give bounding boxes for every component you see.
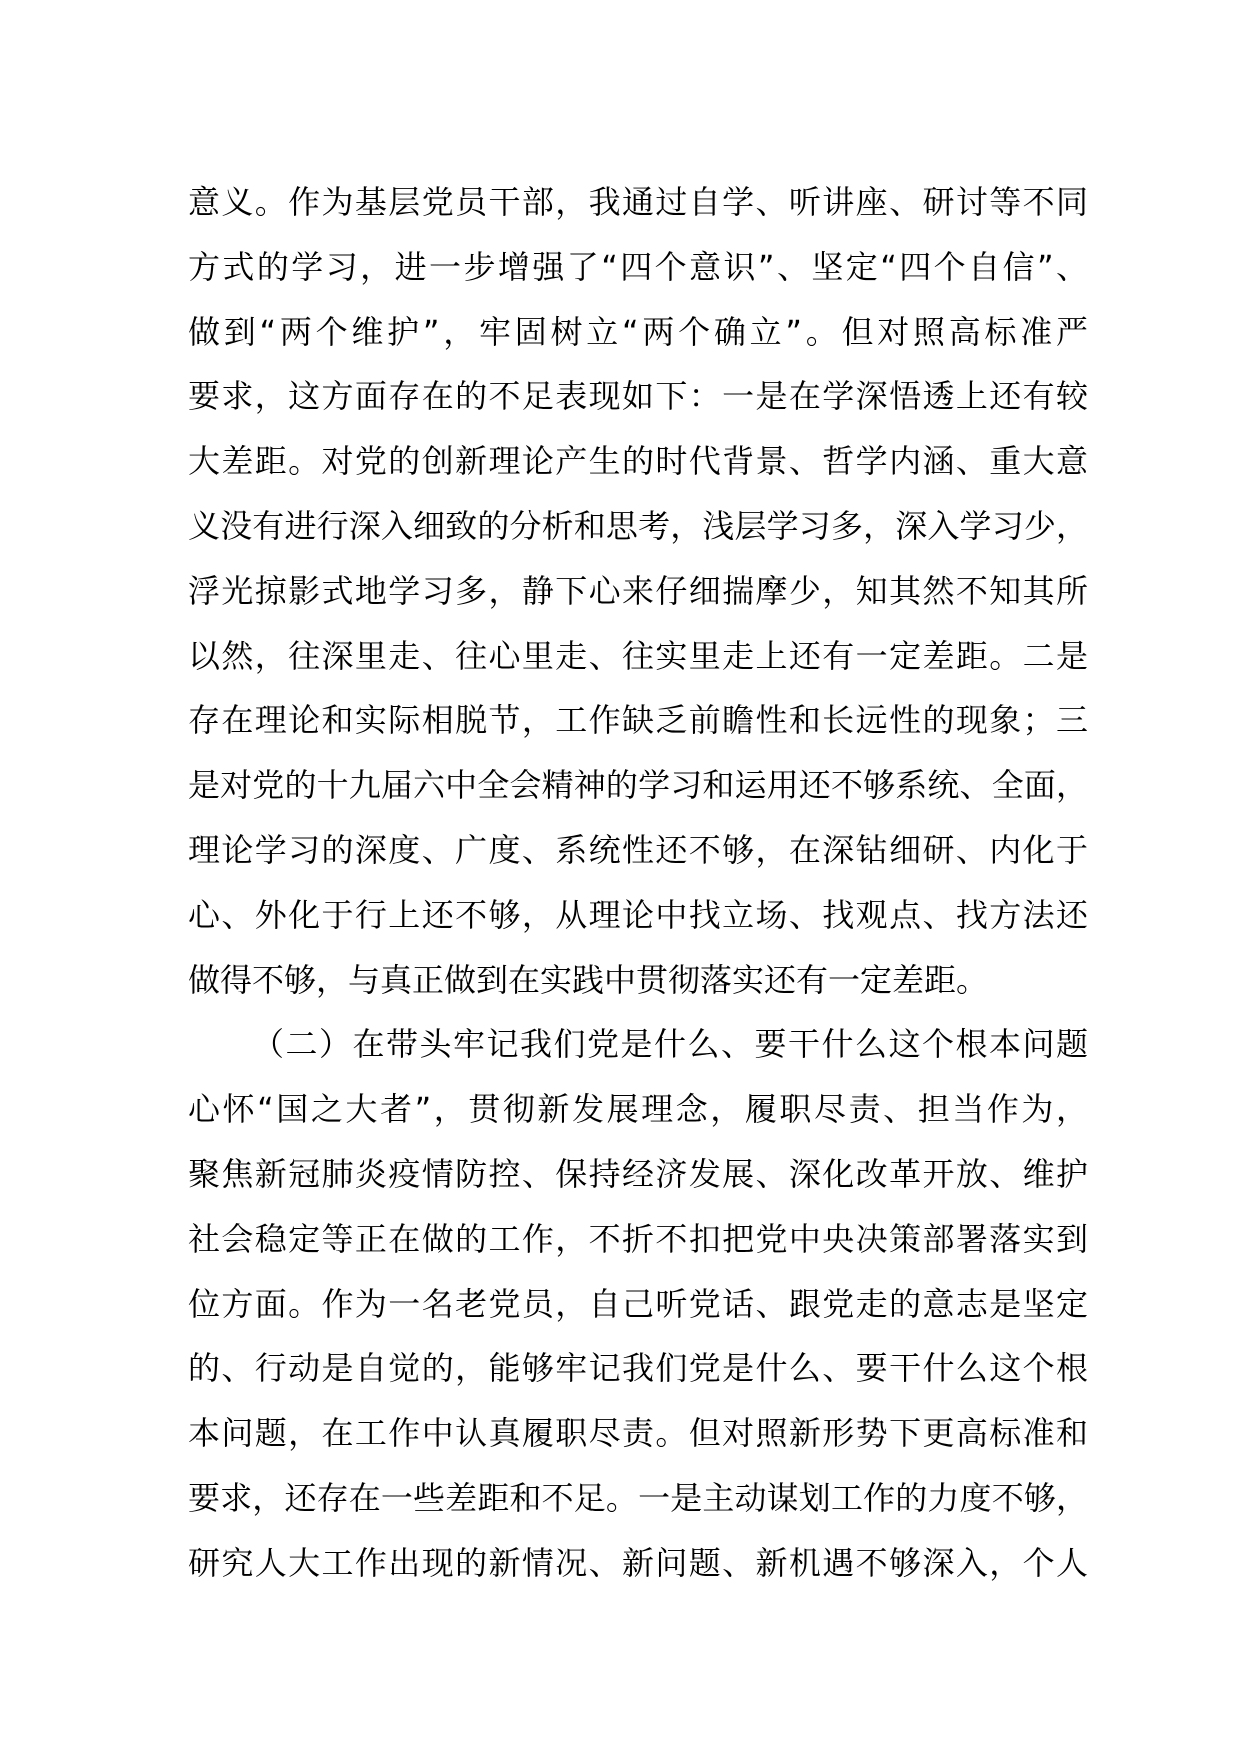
text-line: 位方面。作为一名老党员，自己听党话、跟党走的意志是坚定 bbox=[188, 1284, 1088, 1323]
text-line: 心怀“国之大者”，贯彻新发展理念，履职尽责、担当作为， bbox=[188, 1090, 1088, 1129]
text-line: 本问题，在工作中认真履职尽责。但对照新形势下更高标准和 bbox=[188, 1414, 1088, 1453]
text-line: 要求，这方面存在的不足表现如下：一是在学深悟透上还有较 bbox=[188, 377, 1088, 416]
text-line: 理论学习的深度、广度、系统性还不够，在深钻细研、内化于 bbox=[188, 830, 1088, 869]
text-line: 大差距。对党的创新理论产生的时代背景、哲学内涵、重大意 bbox=[188, 442, 1088, 481]
text-line: 以然，往深里走、往心里走、往实里走上还有一定差距。二是 bbox=[188, 636, 1088, 675]
text-line: 的、行动是自觉的，能够牢记我们党是什么、要干什么这个根 bbox=[188, 1349, 1088, 1388]
text-line: 要求，还存在一些差距和不足。一是主动谋划工作的力度不够， bbox=[188, 1478, 1088, 1517]
section-heading-line: （二）在带头牢记我们党是什么、要干什么这个根本问题 bbox=[252, 1025, 1088, 1064]
text-line: 聚焦新冠肺炎疫情防控、保持经济发展、深化改革开放、维护 bbox=[188, 1154, 1088, 1193]
text-line: 做到“两个维护”，牢固树立“两个确立”。但对照高标准严 bbox=[188, 312, 1088, 351]
text-line: 心、外化于行上还不够，从理论中找立场、找观点、找方法还 bbox=[188, 895, 1088, 934]
text-line: 方式的学习，进一步增强了“四个意识”、坚定“四个自信”、 bbox=[188, 247, 1088, 286]
text-line: 义没有进行深入细致的分析和思考，浅层学习多，深入学习少， bbox=[188, 506, 1088, 545]
text-line: 社会稳定等正在做的工作，不折不扣把党中央决策部署落实到 bbox=[188, 1219, 1088, 1258]
text-line: 是对党的十九届六中全会精神的学习和运用还不够系统、全面， bbox=[188, 766, 1088, 805]
document-body bbox=[188, 170, 1088, 1596]
text-line: 浮光掠影式地学习多，静下心来仔细揣摩少，知其然不知其所 bbox=[188, 571, 1088, 610]
text-line: 研究人大工作出现的新情况、新问题、新机遇不够深入，个人 bbox=[188, 1543, 1088, 1582]
text-line: 意义。作为基层党员干部，我通过自学、听讲座、研讨等不同 bbox=[188, 183, 1088, 221]
text-line: 存在理论和实际相脱节，工作缺乏前瞻性和长远性的现象；三 bbox=[188, 701, 1088, 740]
text-line: 做得不够，与真正做到在实践中贯彻落实还有一定差距。 bbox=[188, 960, 989, 999]
